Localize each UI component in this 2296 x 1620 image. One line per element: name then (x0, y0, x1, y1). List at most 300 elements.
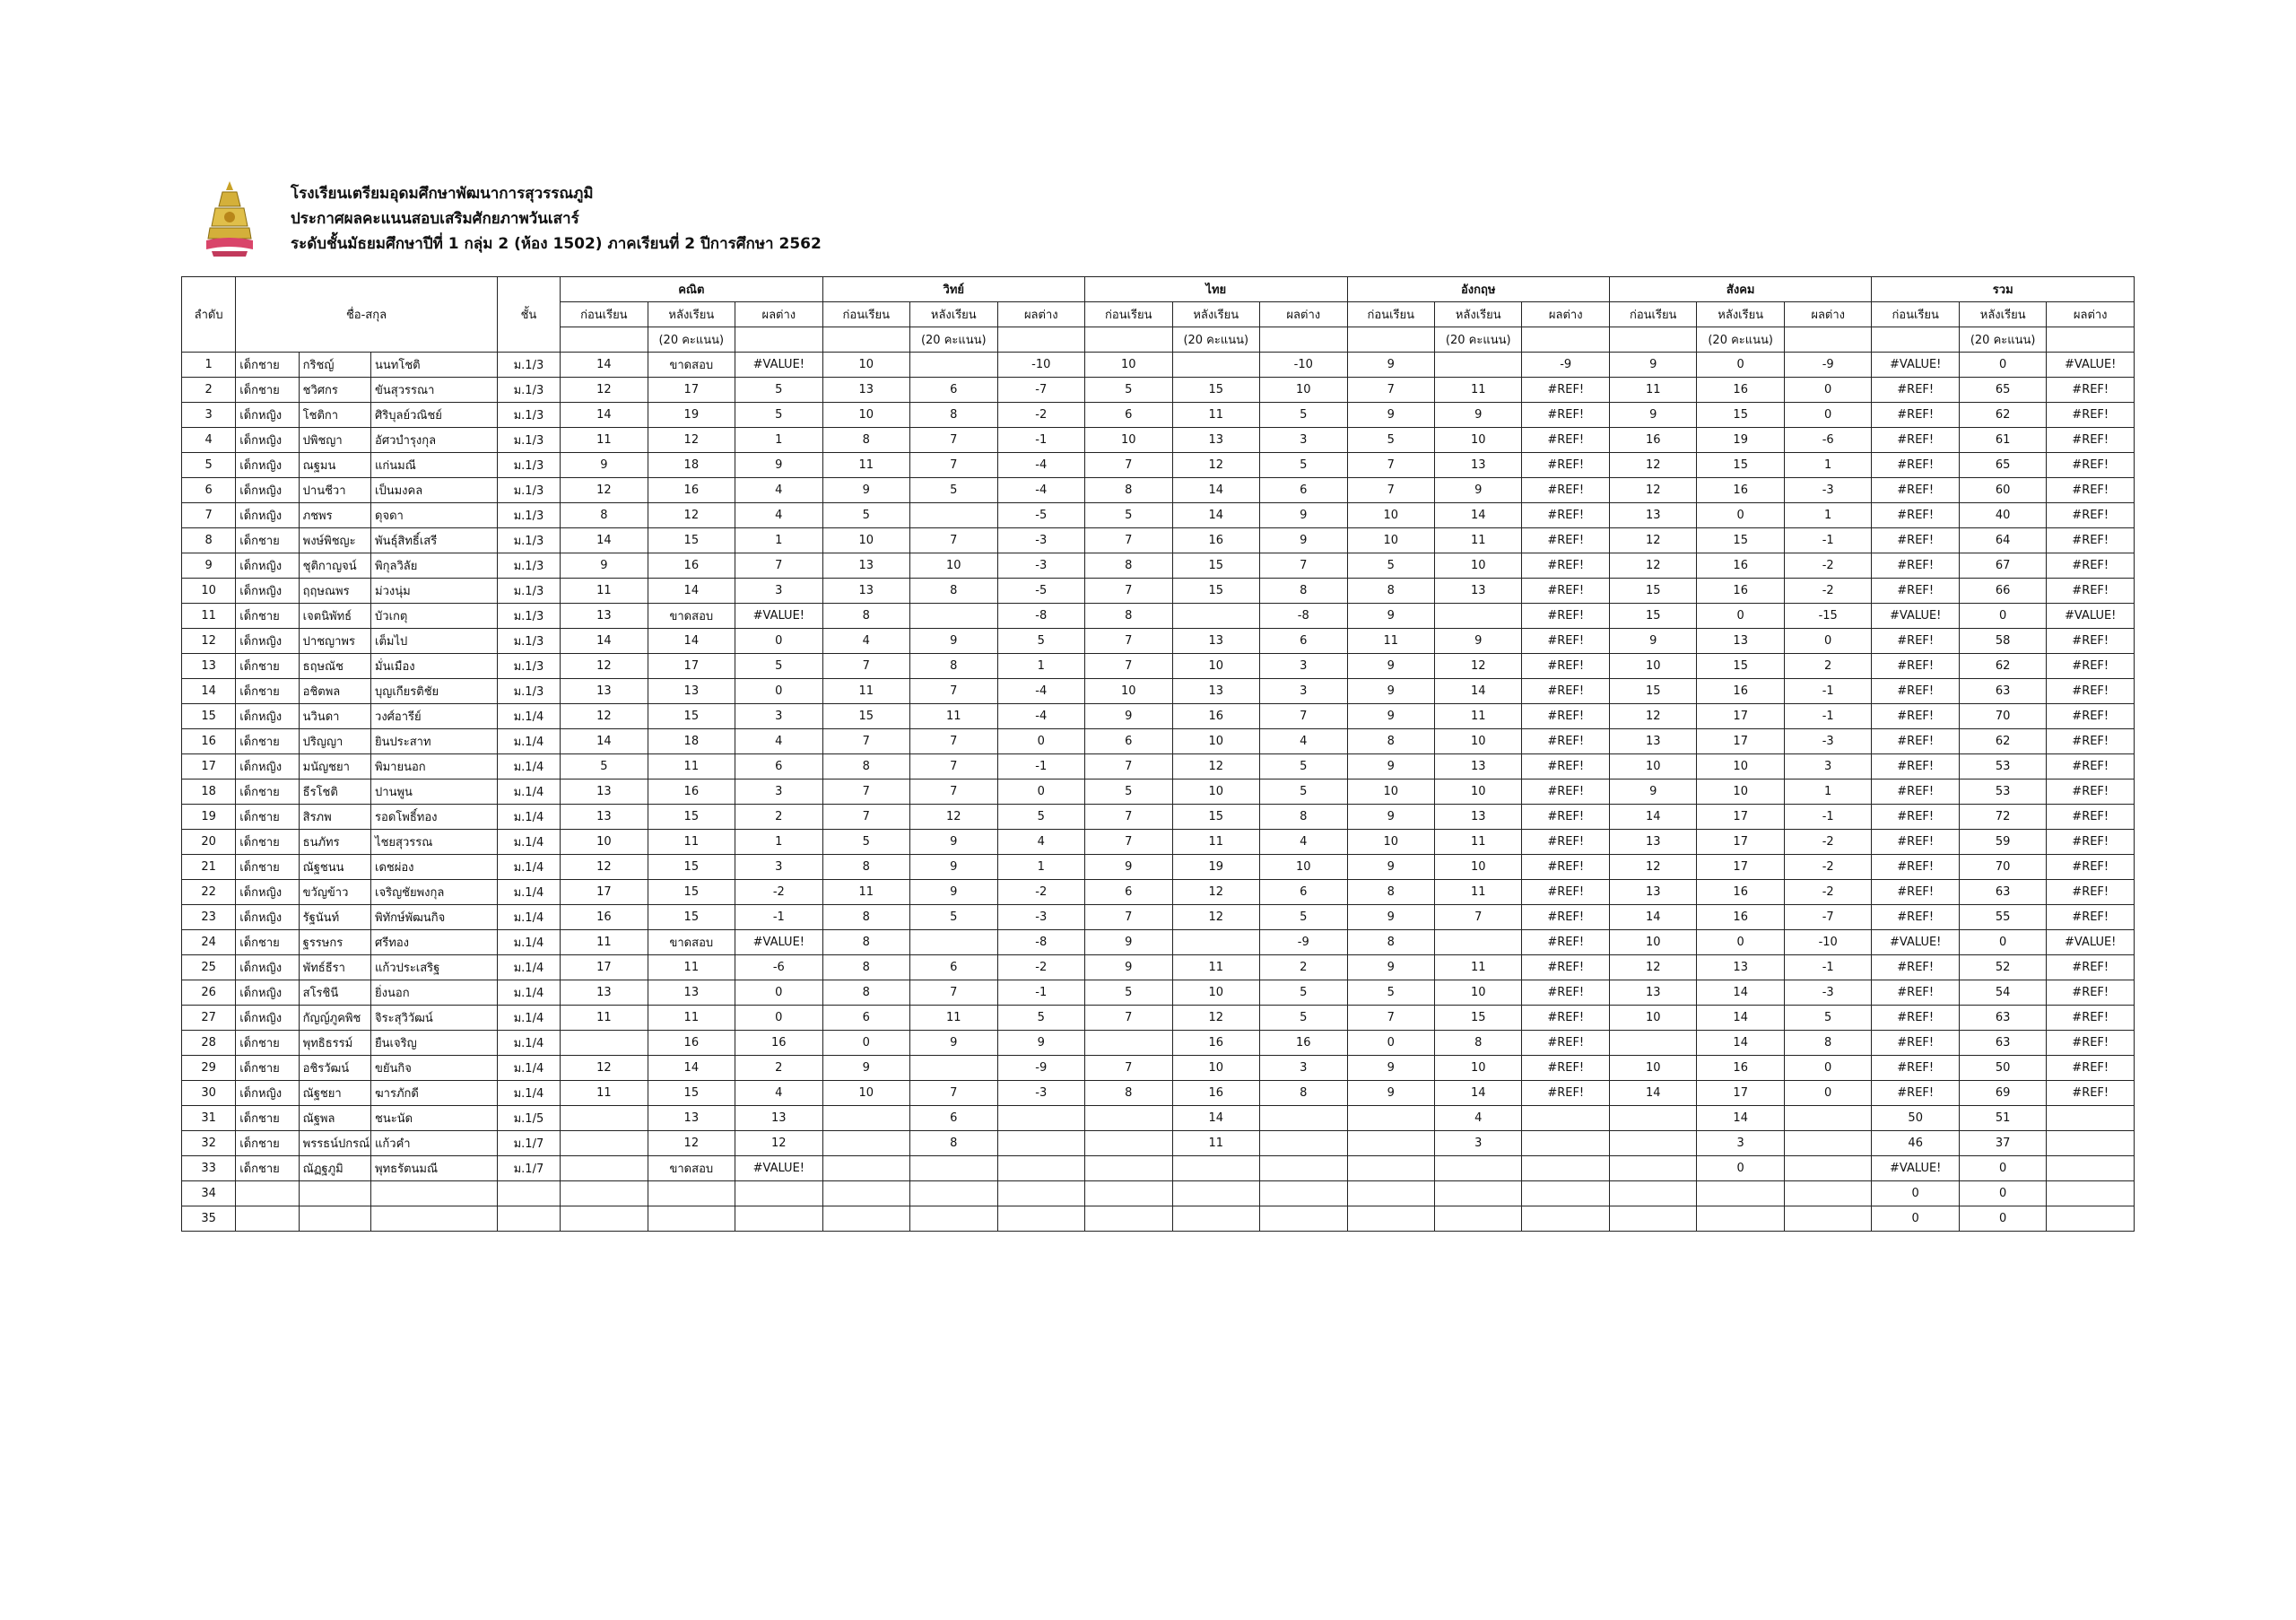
score-cell: 17 (648, 654, 735, 679)
row-number: 3 (182, 403, 236, 428)
score-cell (1435, 353, 1522, 378)
score-cell: #REF! (1522, 503, 1609, 528)
score-cell: 19 (648, 403, 735, 428)
score-cell: #VALUE! (2047, 604, 2135, 629)
score-cell: 11 (910, 1006, 997, 1031)
student-class: ม.1/5 (497, 1106, 560, 1131)
student-last-name: ยืนเจริญ (371, 1031, 498, 1056)
table-row (182, 1106, 2135, 1131)
score-cell: #VALUE! (1872, 930, 1959, 955)
table-row (182, 403, 2135, 428)
student-last-name: มั่นเมือง (371, 654, 498, 679)
student-class: ม.1/3 (497, 503, 560, 528)
score-cell (1784, 1156, 1872, 1181)
score-cell: 10 (1085, 428, 1172, 453)
score-cell: 10 (1172, 654, 1259, 679)
score-cell (648, 1181, 735, 1206)
student-last-name: พิทักษ์พัฒนกิจ (371, 905, 498, 930)
score-cell: #REF! (2047, 880, 2135, 905)
score-cell: 9 (910, 880, 997, 905)
score-cell (2047, 1156, 2135, 1181)
header-diff: ผลต่าง (2047, 302, 2135, 327)
student-title: เด็กหญิง (236, 1081, 299, 1106)
score-cell (1609, 1131, 1696, 1156)
score-cell: #REF! (2047, 1081, 2135, 1106)
student-last-name: แก้วคำ (371, 1131, 498, 1156)
student-first-name: ภชพร (299, 503, 370, 528)
score-cell: #VALUE! (735, 604, 823, 629)
score-cell: 9 (910, 1031, 997, 1056)
row-number: 23 (182, 905, 236, 930)
score-cell (735, 1206, 823, 1232)
score-cell: 9 (1085, 955, 1172, 980)
student-first-name: รัฐนันท์ (299, 905, 370, 930)
score-cell: #REF! (1522, 528, 1609, 553)
score-cell: 63 (1959, 679, 2046, 704)
score-cell: 6 (1085, 880, 1172, 905)
row-number: 29 (182, 1056, 236, 1081)
score-cell: #REF! (2047, 679, 2135, 704)
score-cell (910, 1056, 997, 1081)
student-last-name: เป็นมงคล (371, 478, 498, 503)
score-cell: 16 (648, 1031, 735, 1056)
score-cell: 5 (1260, 905, 1348, 930)
score-cell: 7 (1347, 453, 1434, 478)
score-cell: #REF! (2047, 654, 2135, 679)
score-cell: #VALUE! (1872, 604, 1959, 629)
student-first-name: กัญญ์ภูคพิช (299, 1006, 370, 1031)
score-cell: 0 (1959, 353, 2046, 378)
score-cell: 12 (1435, 654, 1522, 679)
score-cell: 18 (648, 453, 735, 478)
score-cell: 13 (1435, 453, 1522, 478)
score-cell: 5 (910, 905, 997, 930)
student-class: ม.1/4 (497, 930, 560, 955)
table-row (182, 1181, 2135, 1206)
score-cell: -8 (997, 930, 1085, 955)
score-cell: -2 (1784, 855, 1872, 880)
score-cell: 10 (1609, 1006, 1696, 1031)
table-row (182, 1081, 2135, 1106)
score-cell: 4 (735, 1081, 823, 1106)
score-cell: 11 (1435, 528, 1522, 553)
score-cell: 6 (1085, 729, 1172, 754)
student-last-name: ม่วงนุ่ม (371, 579, 498, 604)
score-cell: 55 (1959, 905, 2046, 930)
table-row (182, 629, 2135, 654)
header-after: หลังเรียน (910, 302, 997, 327)
score-cell: #REF! (2047, 478, 2135, 503)
score-cell: 15 (1172, 553, 1259, 579)
score-cell (1609, 1181, 1696, 1206)
student-first-name: สโรชินี (299, 980, 370, 1006)
score-cell (1522, 1106, 1609, 1131)
table-row (182, 579, 2135, 604)
score-cell: 7 (1085, 830, 1172, 855)
score-cell: #REF! (2047, 528, 2135, 553)
student-class (497, 1206, 560, 1232)
score-cell: 7 (1085, 805, 1172, 830)
score-cell (1522, 1181, 1609, 1206)
score-cell: 5 (1260, 403, 1348, 428)
score-cell: 4 (1260, 729, 1348, 754)
score-cell: #REF! (1522, 955, 1609, 980)
score-cell: 0 (1697, 1156, 1784, 1181)
table-row (182, 604, 2135, 629)
score-cell: ขาดสอบ (648, 930, 735, 955)
score-cell: 15 (1609, 579, 1696, 604)
score-cell: 11 (822, 679, 909, 704)
score-cell: -2 (997, 955, 1085, 980)
score-cell: 8 (1435, 1031, 1522, 1056)
student-last-name: พันธุ์สิทธิ์เสรี (371, 528, 498, 553)
score-cell: 16 (1172, 1031, 1259, 1056)
score-cell: #REF! (1872, 378, 1959, 403)
score-cell: 3 (735, 579, 823, 604)
score-cell (910, 930, 997, 955)
score-cell: 0 (1697, 604, 1784, 629)
score-cell: 50 (1959, 1056, 2046, 1081)
score-cell: 5 (1085, 980, 1172, 1006)
score-cell (1260, 1181, 1348, 1206)
score-cell: 15 (1697, 403, 1784, 428)
score-cell (1260, 1206, 1348, 1232)
score-cell (561, 1031, 648, 1056)
student-first-name: พงษ์พิชญะ (299, 528, 370, 553)
score-cell: 7 (1260, 704, 1348, 729)
score-cell: 7 (910, 729, 997, 754)
score-cell: 19 (1172, 855, 1259, 880)
score-cell: 7 (910, 428, 997, 453)
table-row (182, 654, 2135, 679)
score-cell (1784, 1181, 1872, 1206)
score-cell: #REF! (1872, 629, 1959, 654)
score-cell: 5 (1347, 553, 1434, 579)
score-cell: 17 (561, 955, 648, 980)
score-cell: 10 (1347, 528, 1434, 553)
score-cell: 5 (822, 830, 909, 855)
score-cell: 12 (561, 704, 648, 729)
score-cell: 11 (561, 1006, 648, 1031)
student-first-name: พรรธน์ปกรณ์ (299, 1131, 370, 1156)
score-cell: 8 (1347, 880, 1434, 905)
score-cell: 2 (735, 805, 823, 830)
score-cell: 16 (1697, 553, 1784, 579)
student-title: เด็กหญิง (236, 478, 299, 503)
score-cell: #REF! (1872, 830, 1959, 855)
score-cell: 7 (1085, 1006, 1172, 1031)
row-number: 8 (182, 528, 236, 553)
table-row (182, 503, 2135, 528)
student-first-name: พัทธ์ธีรา (299, 955, 370, 980)
score-cell (997, 1181, 1085, 1206)
student-class: ม.1/3 (497, 528, 560, 553)
score-cell: 12 (910, 805, 997, 830)
student-last-name: ขยันกิจ (371, 1056, 498, 1081)
score-cell: 14 (561, 528, 648, 553)
score-cell: 9 (1260, 503, 1348, 528)
score-cell: #REF! (1522, 453, 1609, 478)
score-cell: #REF! (1522, 604, 1609, 629)
score-cell: 7 (910, 980, 997, 1006)
score-cell: 8 (910, 1131, 997, 1156)
score-cell: ขาดสอบ (648, 1156, 735, 1181)
student-title: เด็กชาย (236, 729, 299, 754)
score-cell: 9 (1347, 679, 1434, 704)
score-cell: 7 (910, 780, 997, 805)
score-cell: #REF! (1872, 403, 1959, 428)
score-cell: 12 (1609, 528, 1696, 553)
table-row (182, 353, 2135, 378)
score-cell (910, 1156, 997, 1181)
score-cell: 10 (910, 553, 997, 579)
row-number: 21 (182, 855, 236, 880)
score-cell: 5 (1260, 754, 1348, 780)
score-cell: #REF! (1872, 679, 1959, 704)
row-number: 35 (182, 1206, 236, 1232)
student-title (236, 1181, 299, 1206)
score-cell: -2 (997, 880, 1085, 905)
table-row (182, 754, 2135, 780)
table-row (182, 805, 2135, 830)
score-cell: 16 (1172, 528, 1259, 553)
table-row (182, 553, 2135, 579)
score-cell: 14 (1435, 503, 1522, 528)
score-table (181, 276, 2135, 1232)
student-title: เด็กชาย (236, 1056, 299, 1081)
header-diff: ผลต่าง (735, 302, 823, 327)
score-cell: #REF! (2047, 503, 2135, 528)
score-cell: 12 (1609, 453, 1696, 478)
score-cell: 16 (648, 780, 735, 805)
score-cell: 10 (1347, 780, 1434, 805)
score-cell: #REF! (2047, 629, 2135, 654)
score-cell: 11 (1609, 378, 1696, 403)
score-cell: 12 (1609, 955, 1696, 980)
score-cell (1435, 604, 1522, 629)
score-cell: 9 (1347, 604, 1434, 629)
student-title: เด็กชาย (236, 378, 299, 403)
student-first-name: ณัฐชยา (299, 1081, 370, 1106)
score-cell: 11 (1435, 704, 1522, 729)
score-cell: 11 (1172, 955, 1259, 980)
score-cell: 13 (1609, 729, 1696, 754)
score-cell: #REF! (1872, 805, 1959, 830)
score-cell: 0 (1784, 1056, 1872, 1081)
score-cell: 5 (822, 503, 909, 528)
score-cell (1172, 1181, 1259, 1206)
student-class: ม.1/4 (497, 704, 560, 729)
header-score-note: (20 คะแนน) (1697, 327, 1784, 353)
score-cell: #REF! (1522, 704, 1609, 729)
score-cell: #REF! (1522, 930, 1609, 955)
score-cell: 53 (1959, 780, 2046, 805)
score-cell: 13 (1435, 805, 1522, 830)
table-row (182, 1056, 2135, 1081)
score-cell: #REF! (1522, 378, 1609, 403)
student-last-name: ขันสุวรรณา (371, 378, 498, 403)
header-subject: รวม (1872, 277, 2135, 302)
score-cell: 16 (648, 553, 735, 579)
row-number: 12 (182, 629, 236, 654)
score-cell (1435, 1156, 1522, 1181)
table-row (182, 880, 2135, 905)
student-last-name: บุญเกียรติชัย (371, 679, 498, 704)
score-cell: 10 (822, 353, 909, 378)
student-first-name: เจตนิพัทธ์ (299, 604, 370, 629)
score-cell: 19 (1697, 428, 1784, 453)
score-cell: #REF! (1872, 905, 1959, 930)
score-cell: 5 (1085, 780, 1172, 805)
score-cell: 4 (735, 729, 823, 754)
score-cell (910, 1206, 997, 1232)
score-cell: -3 (1784, 729, 1872, 754)
score-cell: 8 (1085, 478, 1172, 503)
score-cell: #REF! (1522, 553, 1609, 579)
score-cell: 0 (822, 1031, 909, 1056)
score-cell: 2 (735, 1056, 823, 1081)
score-cell: -4 (997, 478, 1085, 503)
student-class: ม.1/3 (497, 604, 560, 629)
score-cell (997, 1206, 1085, 1232)
score-cell: #REF! (1872, 855, 1959, 880)
score-cell: 0 (1697, 930, 1784, 955)
score-cell: #REF! (2047, 805, 2135, 830)
score-cell: 11 (1172, 830, 1259, 855)
student-class: ม.1/3 (497, 654, 560, 679)
student-first-name: โชติกา (299, 403, 370, 428)
student-last-name: เต็มไป (371, 629, 498, 654)
score-cell (1085, 1031, 1172, 1056)
score-cell: 15 (1172, 805, 1259, 830)
score-cell: #REF! (2047, 378, 2135, 403)
row-number: 32 (182, 1131, 236, 1156)
score-cell: 70 (1959, 855, 2046, 880)
score-cell (2047, 1181, 2135, 1206)
score-cell: -7 (997, 378, 1085, 403)
score-cell: #REF! (1872, 1031, 1959, 1056)
score-cell: 13 (1697, 955, 1784, 980)
score-cell: 8 (1347, 729, 1434, 754)
score-cell: #REF! (1872, 478, 1959, 503)
score-cell: 16 (1697, 679, 1784, 704)
student-first-name (299, 1181, 370, 1206)
score-cell: 10 (1347, 830, 1434, 855)
score-cell (1260, 1131, 1348, 1156)
score-cell (1522, 1156, 1609, 1181)
score-cell: 3 (1784, 754, 1872, 780)
student-title: เด็กหญิง (236, 403, 299, 428)
score-cell: -9 (1260, 930, 1348, 955)
student-class: ม.1/4 (497, 905, 560, 930)
score-cell: #REF! (2047, 830, 2135, 855)
score-cell: 53 (1959, 754, 2046, 780)
table-row (182, 905, 2135, 930)
score-cell: #REF! (1522, 830, 1609, 855)
score-cell: 9 (1347, 353, 1434, 378)
score-cell: 46 (1872, 1131, 1959, 1156)
score-cell: -3 (997, 1081, 1085, 1106)
score-cell (1085, 1206, 1172, 1232)
score-cell: 17 (1697, 1081, 1784, 1106)
score-cell: 12 (1172, 880, 1259, 905)
student-title: เด็กหญิง (236, 629, 299, 654)
table-row (182, 729, 2135, 754)
score-cell: #REF! (2047, 704, 2135, 729)
score-cell: 72 (1959, 805, 2046, 830)
score-cell: 15 (648, 704, 735, 729)
score-cell: 16 (1697, 478, 1784, 503)
score-cell: 37 (1959, 1131, 2046, 1156)
student-class: ม.1/3 (497, 679, 560, 704)
score-cell: 14 (1697, 1106, 1784, 1131)
student-first-name: ชุติกาญจน์ (299, 553, 370, 579)
score-cell: 10 (1260, 378, 1348, 403)
row-number: 2 (182, 378, 236, 403)
score-cell: 8 (822, 855, 909, 880)
header-diff: ผลต่าง (997, 302, 1085, 327)
student-title: เด็กชาย (236, 679, 299, 704)
score-cell: 13 (1697, 629, 1784, 654)
score-cell: 13 (822, 579, 909, 604)
score-cell: 8 (822, 428, 909, 453)
score-cell: 5 (735, 403, 823, 428)
score-cell: 16 (1697, 880, 1784, 905)
table-row (182, 930, 2135, 955)
header-score-note: (20 คะแนน) (648, 327, 735, 353)
score-cell: 0 (1697, 503, 1784, 528)
student-last-name: พิกุลวิลัย (371, 553, 498, 579)
table-row (182, 1206, 2135, 1232)
score-cell: 8 (561, 503, 648, 528)
student-last-name: ไชยสุวรรณ (371, 830, 498, 855)
score-cell: 6 (910, 1106, 997, 1131)
announcement-title: ประกาศผลคะแนนสอบเสริมศักยภาพวันเสาร์ (291, 210, 579, 228)
score-cell: -1 (1784, 704, 1872, 729)
score-cell: 10 (1435, 855, 1522, 880)
score-cell: #REF! (2047, 905, 2135, 930)
header-blank (561, 327, 648, 353)
score-cell (997, 1131, 1085, 1156)
score-cell: 9 (1347, 1081, 1434, 1106)
score-cell: -5 (997, 503, 1085, 528)
score-cell: 11 (561, 930, 648, 955)
student-class: ม.1/4 (497, 1031, 560, 1056)
score-cell: 6 (910, 378, 997, 403)
score-cell: 9 (822, 1056, 909, 1081)
score-cell (1085, 1181, 1172, 1206)
student-class: ม.1/3 (497, 428, 560, 453)
score-cell: #REF! (1872, 654, 1959, 679)
score-cell: 15 (648, 855, 735, 880)
row-number: 15 (182, 704, 236, 729)
score-cell (822, 1181, 909, 1206)
header-blank (1085, 327, 1172, 353)
score-cell: 0 (997, 780, 1085, 805)
table-row (182, 1006, 2135, 1031)
score-cell: 5 (910, 478, 997, 503)
student-last-name: ยิ่งนอก (371, 980, 498, 1006)
student-first-name: ฤฤษณพร (299, 579, 370, 604)
score-cell: 13 (561, 980, 648, 1006)
score-cell: 40 (1959, 503, 2046, 528)
score-cell: 8 (1260, 579, 1348, 604)
score-cell: 12 (1609, 553, 1696, 579)
student-first-name: ณฐมน (299, 453, 370, 478)
header-score-note: (20 คะแนน) (910, 327, 997, 353)
score-cell: 6 (1260, 880, 1348, 905)
score-cell: #REF! (1522, 780, 1609, 805)
